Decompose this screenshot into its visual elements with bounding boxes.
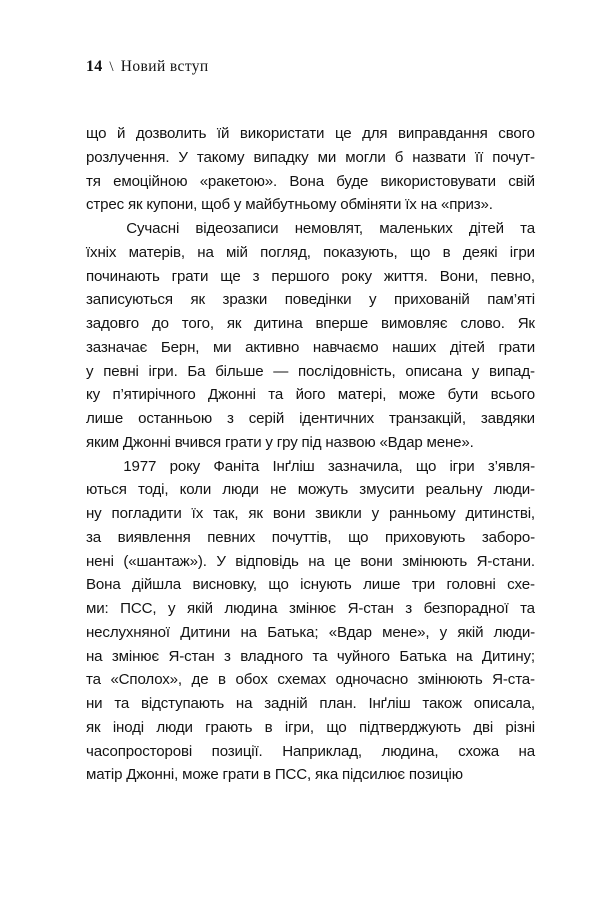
- word: головні: [446, 576, 496, 594]
- word: матері,: [337, 386, 387, 404]
- word: ми: [317, 148, 337, 166]
- word: у: [439, 623, 448, 641]
- word: та: [268, 386, 284, 404]
- text-line: [86, 597, 535, 621]
- word: дитина: [254, 315, 303, 332]
- word: у: [471, 362, 480, 380]
- word: випадку: [253, 148, 309, 166]
- word: мій: [226, 243, 248, 261]
- word: транзакцій,: [388, 410, 466, 427]
- word: виправдання: [398, 125, 488, 142]
- word: того,: [181, 315, 214, 332]
- word: на: [456, 647, 473, 665]
- word: навчаємо: [312, 338, 379, 356]
- word: поведінки: [284, 291, 352, 309]
- word: відступають: [141, 695, 225, 712]
- text-line: [86, 265, 535, 289]
- word: підтверджують: [359, 718, 461, 736]
- word: певні: [103, 362, 139, 380]
- word: у: [167, 600, 176, 617]
- word: грати: [498, 338, 535, 356]
- word: відеозаписи: [195, 220, 279, 237]
- word: свій: [508, 172, 535, 190]
- word: ну: [86, 505, 102, 522]
- word: назвати: [412, 148, 466, 166]
- word: так,: [213, 505, 239, 522]
- text-line: [86, 122, 535, 146]
- word: також: [422, 695, 462, 712]
- word: як: [226, 315, 242, 332]
- word: люди: [222, 481, 259, 499]
- word: почуттів,: [271, 528, 332, 546]
- word: владного: [240, 647, 304, 665]
- word: заборо-: [481, 528, 535, 546]
- text-line: [86, 146, 535, 170]
- word: за: [86, 528, 102, 546]
- word: Ба: [187, 362, 206, 380]
- word: позиції.: [211, 742, 263, 760]
- word: почут-: [492, 148, 535, 166]
- word: тя: [86, 172, 101, 190]
- word: та: [114, 695, 130, 712]
- word: як: [248, 505, 263, 522]
- word: описала,: [473, 695, 535, 712]
- text-line: [86, 740, 535, 764]
- running-head: [86, 58, 209, 76]
- word: всього: [490, 386, 535, 404]
- word: Вона: [289, 172, 324, 190]
- word: що: [348, 528, 369, 546]
- text-line: [86, 526, 535, 550]
- word: погладити: [111, 505, 182, 522]
- text-line: яким Джонні вчився грати у гру під назвою «Вдар мене».: [86, 433, 474, 451]
- word: можуть: [297, 481, 349, 499]
- word: не: [270, 481, 287, 499]
- word: вони: [272, 505, 306, 522]
- word: до: [151, 315, 169, 332]
- word: ігри.: [148, 362, 178, 380]
- word: Я-стан: [347, 600, 394, 617]
- body-text: [86, 122, 535, 787]
- word: Вона: [86, 576, 121, 594]
- word: лише: [86, 410, 124, 427]
- word: описана: [405, 362, 462, 380]
- word: слово.: [460, 315, 505, 332]
- word: Вони,: [439, 267, 479, 285]
- word: їй: [216, 125, 230, 142]
- word: дві: [473, 718, 494, 736]
- word: де: [191, 671, 209, 689]
- word: серій: [248, 410, 285, 427]
- word: Берн,: [160, 338, 200, 356]
- word: Я-стани.: [476, 552, 535, 570]
- word: що: [86, 125, 107, 142]
- text-line: матір Джонні, може грати в ПСС, яка підсилює позицію: [86, 766, 463, 784]
- word: —: [273, 362, 289, 380]
- word: часопросторові: [86, 742, 193, 760]
- word: року: [169, 457, 201, 475]
- word: Дитину;: [481, 647, 535, 665]
- word: безпорадної: [423, 600, 509, 617]
- text-line: [86, 288, 535, 312]
- text-line: [86, 692, 535, 716]
- word: ються: [86, 481, 127, 499]
- word: ку: [86, 386, 101, 404]
- word: дійшла: [132, 576, 182, 594]
- word: людина: [224, 600, 278, 617]
- word: змінюють: [402, 552, 468, 570]
- word: вперше: [315, 315, 369, 332]
- word: на: [240, 623, 257, 641]
- word: матерів,: [128, 243, 185, 261]
- word: приховують: [385, 528, 466, 546]
- word: Інґліш: [368, 695, 411, 712]
- word: на: [86, 647, 103, 665]
- word: та: [312, 647, 328, 665]
- text-line: [86, 336, 535, 360]
- word: що: [268, 576, 289, 594]
- word: У: [216, 552, 226, 570]
- word: різні: [505, 718, 535, 736]
- word: з: [224, 647, 231, 665]
- word: маленьких: [379, 220, 453, 237]
- word: ранньому: [388, 505, 456, 522]
- word: в: [218, 671, 226, 689]
- word: її: [475, 148, 484, 166]
- word: в: [264, 718, 273, 736]
- word: на: [308, 552, 325, 570]
- word: три: [411, 576, 435, 594]
- word: певно,: [490, 267, 535, 285]
- word: на: [197, 243, 214, 261]
- text-line: [86, 668, 535, 692]
- word: дозволить: [135, 125, 207, 142]
- word: Наприклад,: [282, 742, 362, 760]
- word: з: [252, 267, 260, 285]
- word: змінює: [288, 600, 337, 617]
- word: якій: [457, 623, 484, 641]
- word: його: [295, 386, 326, 404]
- word: та: [520, 220, 535, 237]
- word: обох: [235, 671, 268, 689]
- word: Батька;: [267, 623, 319, 641]
- word: лише: [363, 576, 401, 594]
- word: вимовляє: [381, 315, 448, 332]
- word: грати: [171, 267, 209, 285]
- word: Як: [517, 315, 535, 332]
- word: пам’яті: [487, 291, 535, 309]
- word: «Вдар: [328, 623, 372, 641]
- word: У: [178, 148, 188, 166]
- word: змінює: [111, 647, 160, 665]
- word: першого: [271, 267, 330, 285]
- word: їхніх: [86, 243, 117, 261]
- word: ПСС,: [120, 600, 157, 617]
- word: у: [371, 505, 380, 522]
- word: та: [86, 671, 101, 689]
- word: такому: [196, 148, 245, 166]
- word: з: [227, 410, 234, 427]
- text-line: [86, 573, 535, 597]
- word: послідовність,: [297, 362, 396, 380]
- word: Я-ста-: [492, 671, 535, 689]
- word: б: [394, 148, 404, 166]
- word: вони: [360, 552, 393, 570]
- word: ігри,: [284, 718, 314, 736]
- word: люди: [156, 718, 193, 736]
- paragraph: [86, 122, 535, 217]
- word: могли: [345, 148, 386, 166]
- word: іноді: [112, 718, 144, 736]
- word: що: [409, 243, 431, 261]
- word: звикли: [315, 505, 362, 522]
- word: на: [235, 695, 253, 712]
- word: ми:: [86, 600, 109, 617]
- word: як: [86, 718, 101, 736]
- text-line: [86, 241, 535, 265]
- word: план.: [319, 695, 357, 712]
- word: дітей: [468, 220, 504, 237]
- word: люди-: [493, 623, 535, 641]
- word: схожа: [458, 742, 499, 760]
- word: ще: [220, 267, 241, 285]
- word: зазначила,: [327, 457, 403, 475]
- word: наших: [392, 338, 437, 356]
- word: ігри: [509, 243, 535, 261]
- paragraph-indent: [86, 217, 110, 241]
- running-head-separator: \: [109, 59, 114, 75]
- word: існують: [300, 576, 352, 594]
- word: тоді,: [137, 481, 169, 499]
- word: прихованій: [394, 291, 470, 309]
- word: що: [415, 457, 437, 475]
- paragraph-indent: [86, 455, 110, 479]
- word: змінюють: [417, 671, 483, 689]
- word: свого: [498, 125, 535, 142]
- word: це: [334, 125, 352, 142]
- text-line: [86, 716, 535, 740]
- word: мене»,: [382, 623, 430, 641]
- word: зазначає: [86, 338, 148, 356]
- paragraph: [86, 217, 535, 455]
- word: життя.: [383, 267, 428, 285]
- word: починають: [86, 267, 160, 285]
- word: бути: [447, 386, 479, 404]
- word: їх: [191, 505, 204, 522]
- word: Фаніта: [213, 457, 260, 475]
- text-line: [86, 621, 535, 645]
- word: може: [398, 386, 436, 404]
- word: на: [518, 742, 535, 760]
- word: ігри: [449, 457, 475, 475]
- word: показують,: [323, 243, 398, 261]
- word: висновку,: [192, 576, 257, 594]
- word: активно: [245, 338, 300, 356]
- word: п’ятирічного: [112, 386, 196, 404]
- word: певних: [207, 528, 256, 546]
- text-line: [86, 455, 535, 479]
- word: як: [190, 291, 205, 309]
- word: «ракетою».: [199, 172, 278, 190]
- word: немовлят,: [294, 220, 363, 237]
- word: «Сполох»,: [110, 671, 182, 689]
- text-line: [86, 312, 535, 336]
- word: змусити: [359, 481, 415, 499]
- word: Я-стан: [168, 647, 215, 665]
- word: коли: [179, 481, 212, 499]
- word: Батька: [399, 647, 447, 665]
- word: використовувати: [380, 172, 496, 190]
- word: в: [442, 243, 451, 261]
- text-line: [86, 550, 535, 574]
- word: дитинстві,: [465, 505, 535, 522]
- word: задовго: [86, 315, 140, 332]
- word: що: [326, 718, 347, 736]
- text-line: [86, 217, 535, 241]
- word: реальну: [425, 481, 483, 499]
- word: використати: [239, 125, 325, 142]
- word: ми: [212, 338, 232, 356]
- paragraph: [86, 455, 535, 788]
- word: схемах: [277, 671, 327, 689]
- word: виявлення: [117, 528, 191, 546]
- word: з’явля-: [487, 457, 535, 475]
- word: неслухняної: [86, 623, 170, 641]
- word: зразки: [222, 291, 268, 309]
- text-line: [86, 645, 535, 669]
- page-number: 14: [86, 58, 103, 75]
- word: людина,: [381, 742, 439, 760]
- word: записуються: [86, 291, 173, 309]
- word: Джонні: [208, 386, 256, 404]
- word: більше: [215, 362, 264, 380]
- text-line: [86, 360, 535, 384]
- word: ідентичних: [299, 410, 374, 427]
- word: з: [405, 600, 413, 617]
- word: випад-: [488, 362, 535, 380]
- word: дітей: [449, 338, 485, 356]
- word: завдяки: [480, 410, 535, 427]
- word: буде: [336, 172, 369, 190]
- word: («шантаж»).: [123, 552, 207, 570]
- word: року: [341, 267, 372, 285]
- word: грають: [205, 718, 253, 736]
- word: у: [369, 291, 377, 309]
- word: Сучасні: [126, 220, 180, 237]
- word: у: [86, 362, 94, 380]
- word: й: [116, 125, 126, 142]
- word: люди-: [493, 481, 535, 499]
- word: останньою: [138, 410, 213, 427]
- text-line: [86, 170, 535, 194]
- word: ни: [86, 695, 103, 712]
- text-line: [86, 383, 535, 407]
- word: Інґліш: [272, 457, 315, 475]
- word: та: [520, 600, 535, 617]
- word: 1977: [123, 457, 157, 475]
- word: відповідь: [235, 552, 299, 570]
- word: погляд,: [260, 243, 311, 261]
- word: нені: [86, 552, 114, 570]
- word: для: [362, 125, 388, 142]
- word: розлучення.: [86, 148, 170, 166]
- word: емоційною: [113, 172, 188, 190]
- word: задній: [264, 695, 308, 712]
- word: одночасно: [335, 671, 409, 689]
- text-line: стрес як купони, щоб у майбутньому обміняти їх на «приз».: [86, 196, 493, 214]
- text-line: [86, 407, 535, 431]
- chapter-title: Новий вступ: [120, 58, 209, 75]
- word: Дитини: [180, 623, 231, 641]
- text-line: [86, 502, 535, 526]
- word: чуйного: [336, 647, 390, 665]
- text-line: [86, 478, 535, 502]
- word: це: [334, 552, 351, 570]
- word: деякі: [462, 243, 498, 261]
- word: схе-: [507, 576, 535, 594]
- word: якій: [186, 600, 213, 617]
